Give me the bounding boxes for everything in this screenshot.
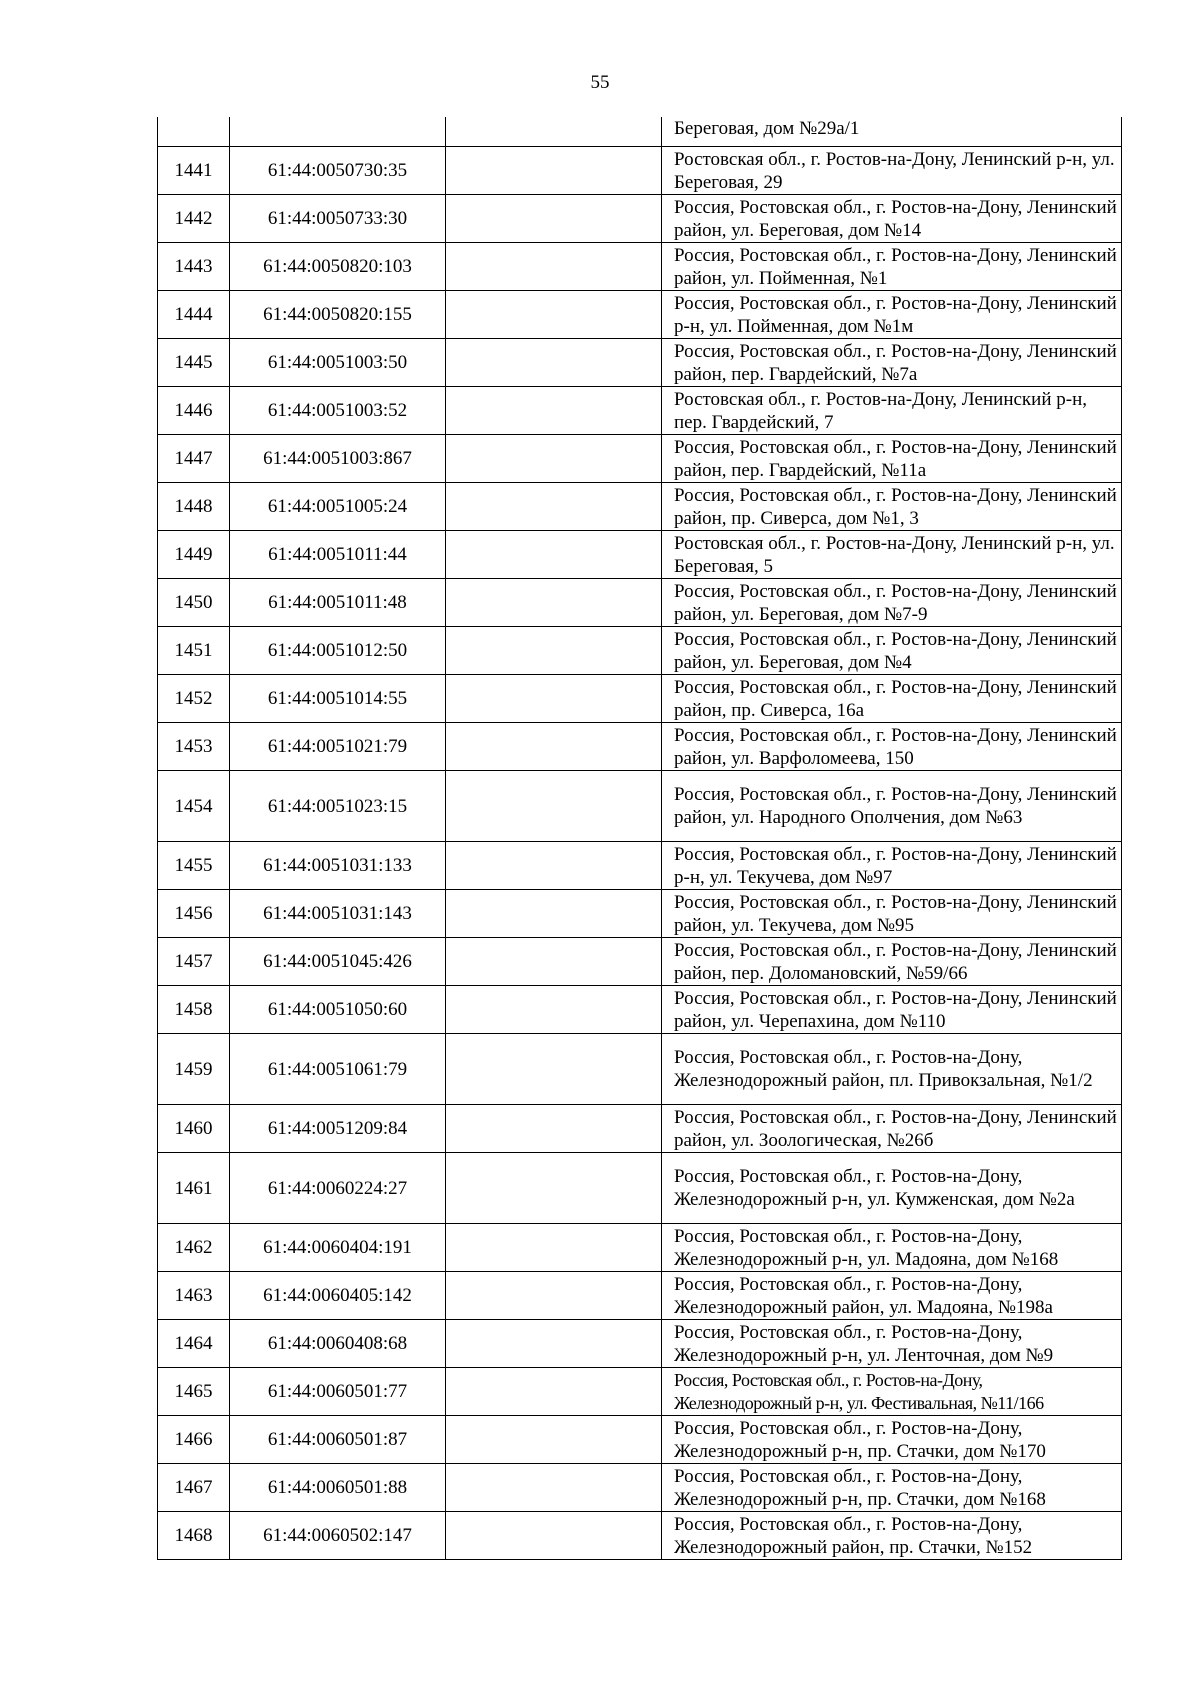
table-row: [158, 387, 1122, 435]
cadastral-cell: 61:44:0050820:103: [230, 243, 446, 291]
empty-cell: [446, 771, 662, 842]
table-row: [158, 1272, 1122, 1320]
number-cell: 1444: [158, 291, 230, 339]
cadastral-cell: [230, 117, 446, 147]
cadastral-cell: 61:44:0060224:27: [230, 1153, 446, 1224]
cadastral-cell: 61:44:0050730:35: [230, 147, 446, 195]
empty-cell: [446, 1224, 662, 1272]
cadastral-cell: 61:44:0060404:191: [230, 1224, 446, 1272]
table-row: [158, 986, 1122, 1034]
table-row: [158, 483, 1122, 531]
number-cell: 1454: [158, 771, 230, 842]
number-cell: 1465: [158, 1368, 230, 1416]
empty-cell: [446, 890, 662, 938]
empty-cell: [446, 1105, 662, 1153]
empty-cell: [446, 243, 662, 291]
table-row-continuation: [158, 117, 1122, 147]
address-cell: Россия, Ростовская обл., г. Ростов-на-Дону, Ленинский район, ул. Зоологическая, №26б: [662, 1105, 1122, 1153]
cadastral-cell: 61:44:0051005:24: [230, 483, 446, 531]
number-cell: 1462: [158, 1224, 230, 1272]
number-cell: 1445: [158, 339, 230, 387]
number-cell: 1450: [158, 579, 230, 627]
cadastral-cell: 61:44:0060501:87: [230, 1416, 446, 1464]
table-row: [158, 435, 1122, 483]
address-cell: Россия, Ростовская обл., г. Ростов-на-Дону, Ленинский р-н, ул. Пойменная, дом №1м: [662, 291, 1122, 339]
address-cell: Россия, Ростовская обл., г. Ростов-на-Дону, Ленинский район, пер. Гвардейский, №7а: [662, 339, 1122, 387]
address-cell: Ростовская обл., г. Ростов-на-Дону, Ленинский р-н, ул. Береговая, 5: [662, 531, 1122, 579]
cadastral-cell: 61:44:0051023:15: [230, 771, 446, 842]
address-cell: Россия, Ростовская обл., г. Ростов-на-Дону, Ленинский р-н, ул. Текучева, дом №97: [662, 842, 1122, 890]
number-cell: 1458: [158, 986, 230, 1034]
number-cell: 1460: [158, 1105, 230, 1153]
address-cell: Россия, Ростовская обл., г. Ростов-на-Дону, Ленинский район, ул. Текучева, дом №95: [662, 890, 1122, 938]
cadastral-cell: 61:44:0060501:77: [230, 1368, 446, 1416]
empty-cell: [446, 531, 662, 579]
table-row: [158, 1320, 1122, 1368]
cadastral-cell: 61:44:0050733:30: [230, 195, 446, 243]
table-row: [158, 1368, 1122, 1416]
cadastral-cell: 61:44:0060501:88: [230, 1464, 446, 1512]
number-cell: 1453: [158, 723, 230, 771]
table-row: [158, 890, 1122, 938]
empty-cell: [446, 1320, 662, 1368]
cadastral-cell: 61:44:0060405:142: [230, 1272, 446, 1320]
cadastral-cell: 61:44:0051031:133: [230, 842, 446, 890]
cadastral-cell: 61:44:0060408:68: [230, 1320, 446, 1368]
address-cell: Россия, Ростовская обл., г. Ростов-на-Дону, Ленинский район, ул. Варфоломеева, 150: [662, 723, 1122, 771]
empty-cell: [446, 435, 662, 483]
table-row: [158, 771, 1122, 842]
table-row: [158, 1464, 1122, 1512]
address-cell: Россия, Ростовская обл., г. Ростов-на-Дону, Ленинский район, ул. Береговая, дом №14: [662, 195, 1122, 243]
empty-cell: [446, 195, 662, 243]
cadastral-cell: 61:44:0051012:50: [230, 627, 446, 675]
cadastral-cell: 61:44:0051011:48: [230, 579, 446, 627]
number-cell: 1449: [158, 531, 230, 579]
table-row: [158, 291, 1122, 339]
table-row: [158, 531, 1122, 579]
address-cell: Ростовская обл., г. Ростов-на-Дону, Ленинский р-н, пер. Гвардейский, 7: [662, 387, 1122, 435]
number-cell: 1441: [158, 147, 230, 195]
address-cell: Россия, Ростовская обл., г. Ростов-на-Дону, Ленинский район, пер. Доломановский, №59/66: [662, 938, 1122, 986]
empty-cell: [446, 483, 662, 531]
cadastral-cell: 61:44:0051061:79: [230, 1034, 446, 1105]
table-row: [158, 1153, 1122, 1224]
table-row: [158, 723, 1122, 771]
table-row: [158, 675, 1122, 723]
number-cell: 1447: [158, 435, 230, 483]
number-cell: 1457: [158, 938, 230, 986]
empty-cell: [446, 1034, 662, 1105]
number-cell: [158, 117, 230, 147]
empty-cell: [446, 1368, 662, 1416]
number-cell: 1459: [158, 1034, 230, 1105]
table-row: [158, 1105, 1122, 1153]
table-row: [158, 339, 1122, 387]
cadastral-cell: 61:44:0051021:79: [230, 723, 446, 771]
table-row: [158, 842, 1122, 890]
cadastral-cell: 61:44:0051031:143: [230, 890, 446, 938]
number-cell: 1467: [158, 1464, 230, 1512]
address-cell: Россия, Ростовская обл., г. Ростов-на-Дону, Ленинский район, пр. Сиверса, 16а: [662, 675, 1122, 723]
empty-cell: [446, 986, 662, 1034]
empty-cell: [446, 1272, 662, 1320]
number-cell: 1463: [158, 1272, 230, 1320]
empty-cell: [446, 147, 662, 195]
number-cell: 1464: [158, 1320, 230, 1368]
cadastral-cell: 61:44:0051003:52: [230, 387, 446, 435]
address-cell: Россия, Ростовская обл., г. Ростов-на-Дону, Железнодорожный р-н, ул. Ленточная, дом №9: [662, 1320, 1122, 1368]
cadastral-cell: 61:44:0060502:147: [230, 1512, 446, 1560]
empty-cell: [446, 339, 662, 387]
cadastral-cell: 61:44:0051003:867: [230, 435, 446, 483]
empty-cell: [446, 627, 662, 675]
table-row: [158, 627, 1122, 675]
cadastral-cell: 61:44:0051209:84: [230, 1105, 446, 1153]
cadastral-cell: 61:44:0051045:426: [230, 938, 446, 986]
page-number: 55: [590, 72, 610, 93]
cadastral-cell: 61:44:0050820:155: [230, 291, 446, 339]
address-cell: Россия, Ростовская обл., г. Ростов-на-Дону, Ленинский район, ул. Пойменная, №1: [662, 243, 1122, 291]
address-cell: Береговая, дом №29а/1: [662, 117, 1122, 147]
address-cell: Россия, Ростовская обл., г. Ростов-на-Дону, Железнодорожный район, пр. Стачки, №152: [662, 1512, 1122, 1560]
table-row: [158, 147, 1122, 195]
empty-cell: [446, 579, 662, 627]
table-row: [158, 1416, 1122, 1464]
number-cell: 1443: [158, 243, 230, 291]
address-cell: Россия, Ростовская обл., г. Ростов-на-Дону, Железнодорожный район, ул. Мадояна, №198а: [662, 1272, 1122, 1320]
address-cell: Россия, Ростовская обл., г. Ростов-на-Дону, Железнодорожный р-н, ул. Мадояна, дом №168: [662, 1224, 1122, 1272]
address-cell: Россия, Ростовская обл., г. Ростов-на-Дону, Железнодорожный р-н, ул. Фестивальная, №11/166: [662, 1368, 1122, 1416]
empty-cell: [446, 1464, 662, 1512]
empty-cell: [446, 938, 662, 986]
number-cell: 1452: [158, 675, 230, 723]
cadastral-cell: 61:44:0051050:60: [230, 986, 446, 1034]
address-cell: Россия, Ростовская обл., г. Ростов-на-Дону, Ленинский район, пр. Сиверса, дом №1, 3: [662, 483, 1122, 531]
number-cell: 1451: [158, 627, 230, 675]
empty-cell: [446, 675, 662, 723]
address-cell: Россия, Ростовская обл., г. Ростов-на-Дону, Железнодорожный район, пл. Привокзальная, №1/2: [662, 1034, 1122, 1105]
table-body: [158, 117, 1122, 1560]
empty-cell: [446, 842, 662, 890]
empty-cell: [446, 1512, 662, 1560]
number-cell: 1461: [158, 1153, 230, 1224]
address-cell: Россия, Ростовская обл., г. Ростов-на-Дону, Ленинский район, ул. Черепахина, дом №110: [662, 986, 1122, 1034]
number-cell: 1468: [158, 1512, 230, 1560]
number-cell: 1466: [158, 1416, 230, 1464]
empty-cell: [446, 117, 662, 147]
empty-cell: [446, 387, 662, 435]
number-cell: 1442: [158, 195, 230, 243]
address-cell: Россия, Ростовская обл., г. Ростов-на-Дону, Ленинский район, пер. Гвардейский, №11а: [662, 435, 1122, 483]
cadastral-cell: 61:44:0051014:55: [230, 675, 446, 723]
address-cell: Россия, Ростовская обл., г. Ростов-на-Дону, Железнодорожный р-н, пр. Стачки, дом №168: [662, 1464, 1122, 1512]
number-cell: 1456: [158, 890, 230, 938]
cadastral-cell: 61:44:0051011:44: [230, 531, 446, 579]
table-row: [158, 1034, 1122, 1105]
empty-cell: [446, 291, 662, 339]
table-row: [158, 195, 1122, 243]
empty-cell: [446, 723, 662, 771]
address-cell: Россия, Ростовская обл., г. Ростов-на-Дону, Ленинский район, ул. Береговая, дом №7-9: [662, 579, 1122, 627]
table-row: [158, 938, 1122, 986]
table-row: [158, 1224, 1122, 1272]
empty-cell: [446, 1153, 662, 1224]
table-row: [158, 1512, 1122, 1560]
table-row: [158, 579, 1122, 627]
address-cell: Россия, Ростовская обл., г. Ростов-на-Дону, Железнодорожный р-н, пр. Стачки, дом №170: [662, 1416, 1122, 1464]
empty-cell: [446, 1416, 662, 1464]
number-cell: 1446: [158, 387, 230, 435]
land-plot-table: [157, 117, 1122, 1560]
number-cell: 1448: [158, 483, 230, 531]
address-cell: Россия, Ростовская обл., г. Ростов-на-Дону, Железнодорожный р-н, ул. Кумженская, дом №2а: [662, 1153, 1122, 1224]
number-cell: 1455: [158, 842, 230, 890]
address-cell: Россия, Ростовская обл., г. Ростов-на-Дону, Ленинский район, ул. Народного Ополчения, дом №63: [662, 771, 1122, 842]
address-cell: Россия, Ростовская обл., г. Ростов-на-Дону, Ленинский район, ул. Береговая, дом №4: [662, 627, 1122, 675]
table-row: [158, 243, 1122, 291]
cadastral-cell: 61:44:0051003:50: [230, 339, 446, 387]
address-cell: Ростовская обл., г. Ростов-на-Дону, Ленинский р-н, ул. Береговая, 29: [662, 147, 1122, 195]
